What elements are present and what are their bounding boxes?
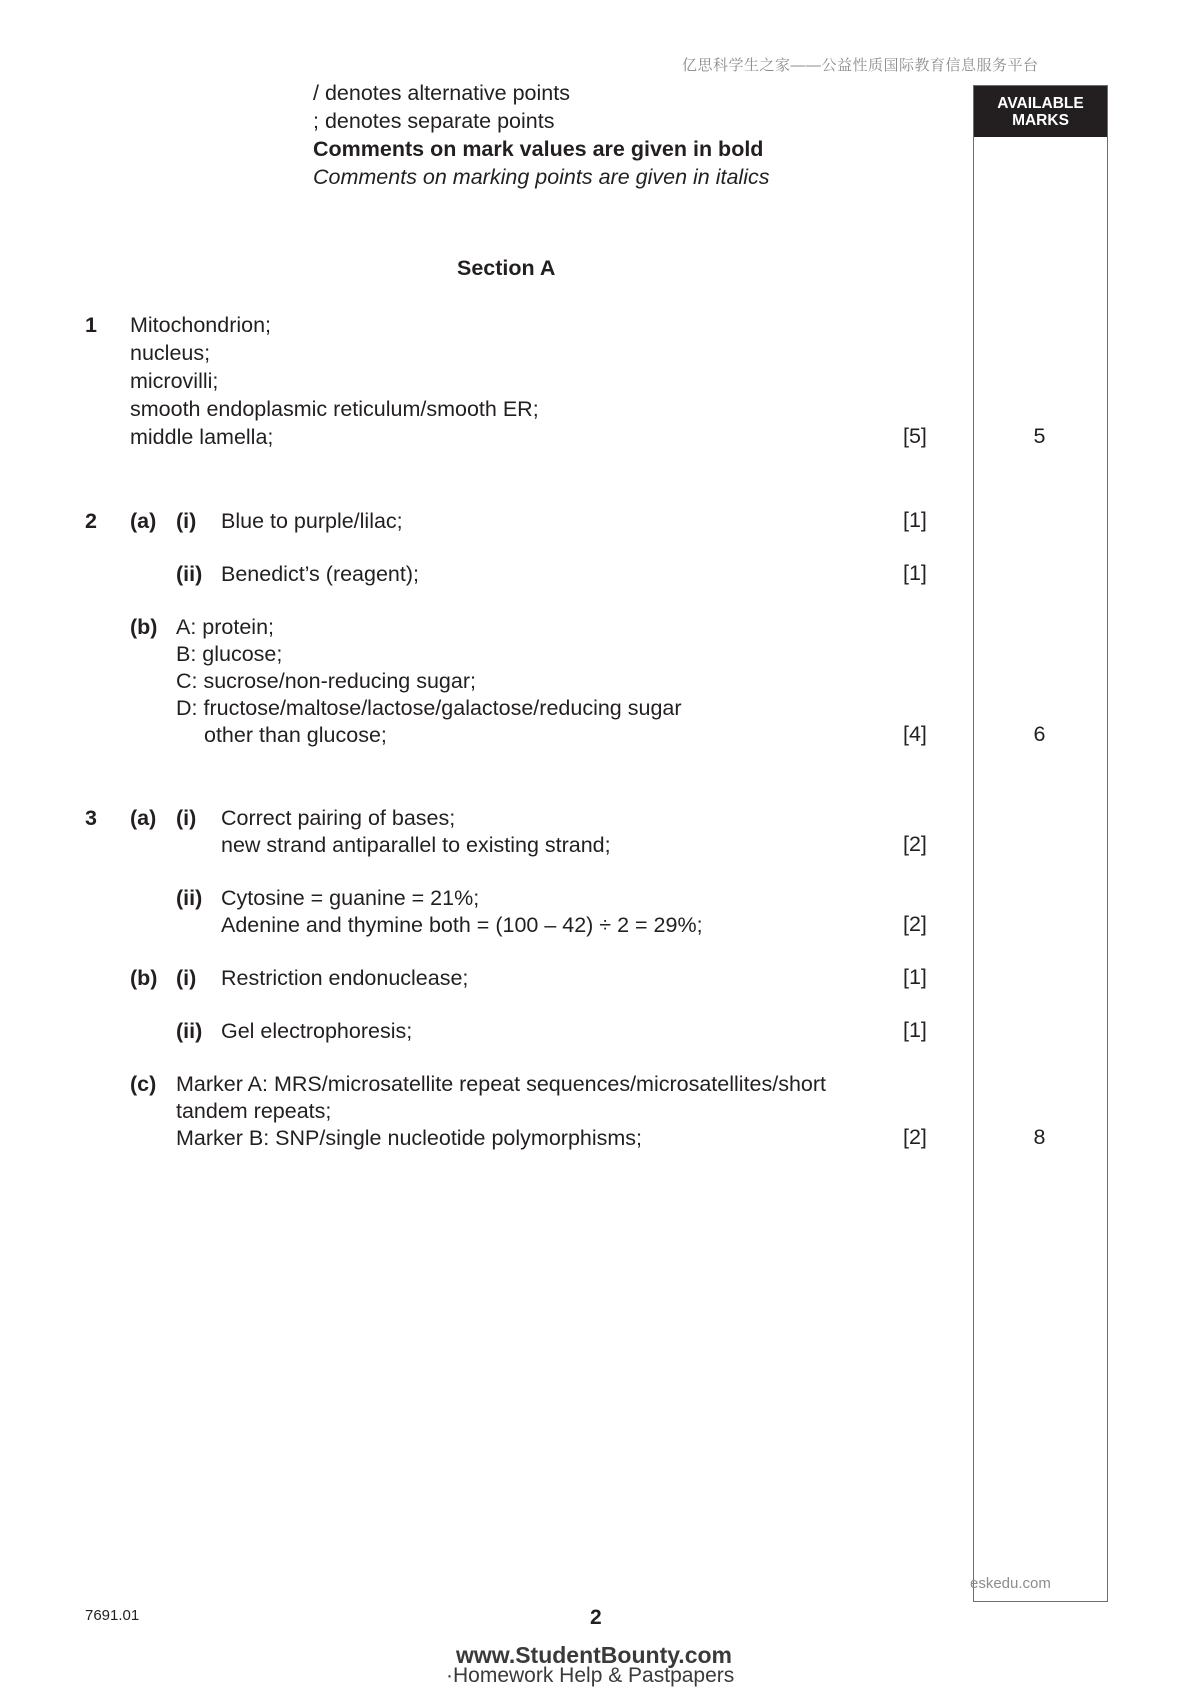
available-marks-heading-line1: AVAILABLE — [997, 95, 1084, 112]
q2-a-ii-mark: [1] — [903, 561, 927, 585]
q1-line: middle lamella; — [130, 425, 274, 449]
legend-bold: Comments on mark values are given in bold — [313, 137, 764, 161]
q2-b-mark: [4] — [903, 722, 927, 746]
q3-b-i-text: Restriction endonuclease; — [221, 966, 469, 990]
q1-line: smooth endoplasmic reticulum/smooth ER; — [130, 397, 539, 421]
legend-separate: ; denotes separate points — [313, 109, 555, 133]
q1-mark: [5] — [903, 424, 927, 448]
q2-available-marks: 6 — [1033, 722, 1046, 746]
q3-c-line: Marker A: MRS/microsatellite repeat sequences/microsatellites/short — [176, 1072, 827, 1096]
q1-number: 1 — [85, 313, 97, 337]
q2-b-line: other than glucose; — [204, 723, 387, 747]
q3-number: 3 — [85, 806, 97, 830]
available-marks-heading-line2: MARKS — [1012, 112, 1069, 129]
q3-b-ii-text: Gel electrophoresis; — [221, 1019, 413, 1043]
q2-b-line: C: sucrose/non-reducing sugar; — [176, 669, 476, 693]
q3-b-i-label: (i) — [176, 966, 197, 990]
legend-italics: Comments on marking points are given in italics — [313, 165, 770, 189]
q3-part-a-label: (a) — [130, 806, 157, 830]
brand-tagline: ·Homework Help & Pastpapers — [446, 1664, 735, 1687]
q2-b-line: A: protein; — [176, 615, 274, 639]
legend-alternative: / denotes alternative points — [313, 81, 570, 105]
q3-a-i-line: new strand antiparallel to existing strand; — [221, 833, 611, 857]
q3-a-ii-line: Cytosine = guanine = 21%; — [221, 886, 480, 910]
q2-b-line: B: glucose; — [176, 642, 283, 666]
q2-a-i-mark: [1] — [903, 508, 927, 532]
available-marks-column — [973, 85, 1108, 1602]
q3-part-b-label: (b) — [130, 966, 158, 990]
paper-code: 7691.01 — [85, 1607, 140, 1624]
q3-b-i-mark: [1] — [903, 965, 927, 989]
q2-a-ii-text: Benedict’s (reagent); — [221, 562, 419, 586]
section-title: Section A — [457, 256, 556, 280]
q2-a-i-label: (i) — [176, 509, 197, 533]
q3-c-line: Marker B: SNP/single nucleotide polymorphisms; — [176, 1126, 643, 1150]
q3-a-i-line: Correct pairing of bases; — [221, 806, 456, 830]
brand-url[interactable]: www.StudentBounty.com — [456, 1642, 732, 1668]
header-watermark: 亿思科学生之家——公益性质国际教育信息服务平台 — [682, 57, 1039, 74]
q3-c-line: tandem repeats; — [176, 1099, 332, 1123]
q2-a-i-text: Blue to purple/lilac; — [221, 509, 403, 533]
q3-a-i-mark: [2] — [903, 832, 927, 856]
q2-part-a-label: (a) — [130, 509, 157, 533]
q3-available-marks: 8 — [1033, 1125, 1046, 1149]
q3-a-ii-label: (ii) — [176, 886, 203, 910]
q2-a-ii-label: (ii) — [176, 562, 203, 586]
q2-part-b-label: (b) — [130, 615, 158, 639]
site-watermark: eskedu.com — [970, 1575, 1051, 1592]
q1-available-marks: 5 — [1033, 424, 1046, 448]
q2-number: 2 — [85, 509, 97, 533]
q3-c-mark: [2] — [903, 1125, 927, 1149]
q1-line: Mitochondrion; — [130, 313, 272, 337]
q3-a-ii-mark: [2] — [903, 912, 927, 936]
q3-part-c-label: (c) — [130, 1072, 157, 1096]
q3-b-ii-mark: [1] — [903, 1018, 927, 1042]
page-number: 2 — [590, 1606, 602, 1629]
q3-a-i-label: (i) — [176, 806, 197, 830]
q3-b-ii-label: (ii) — [176, 1019, 203, 1043]
available-marks-heading — [974, 86, 1107, 137]
q1-line: nucleus; — [130, 341, 211, 365]
q2-b-line: D: fructose/maltose/lactose/galactose/reducing sugar — [176, 696, 682, 720]
q3-a-ii-line: Adenine and thymine both = (100 – 42) ÷ 2 = 29%; — [221, 913, 703, 937]
q1-line: microvilli; — [130, 369, 219, 393]
